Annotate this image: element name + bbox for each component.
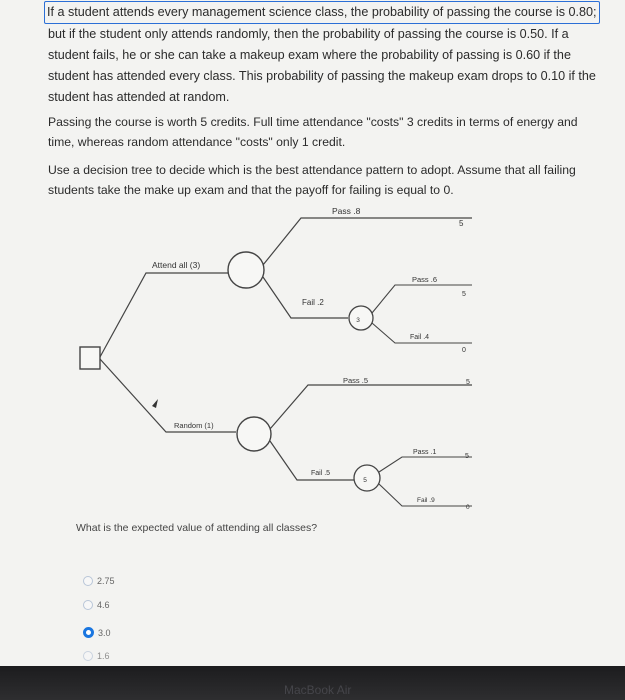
radio-button[interactable] <box>83 576 93 586</box>
label-node-5: 5 <box>363 477 367 484</box>
payoff-4: 5 <box>466 379 470 386</box>
label-pass-top: Pass .8 <box>332 206 361 216</box>
label-makeup-fail-top: Fail .4 <box>410 334 430 341</box>
random-branch <box>100 359 236 432</box>
makeup-node-3 <box>349 306 373 330</box>
answer-option-3[interactable] <box>83 627 111 638</box>
label-makeup-pass-bottom: Pass .1 <box>413 449 437 456</box>
laptop-label: MacBook Air <box>284 683 352 697</box>
arrow-mark-icon <box>152 399 158 408</box>
paragraph-1-line-4: student has attended every class. This probability of passing the makeup exam drops to 0.10 if the <box>48 69 596 83</box>
label-makeup-fail-bottom: Fail .9 <box>417 497 435 504</box>
makeup-pass-branch-top <box>372 285 472 313</box>
paragraph-2-line-1: Passing the course is worth 5 credits. Full time attendance "costs" 3 credits in terms of energy and <box>48 115 578 129</box>
decision-node <box>80 347 100 369</box>
answer-option-label: 1.6 <box>97 651 110 661</box>
radio-button[interactable] <box>83 600 93 610</box>
payoff-5: 5 <box>465 453 469 460</box>
label-fail-mid: Fail .5 <box>311 470 331 477</box>
pass-branch-mid <box>270 385 472 429</box>
answer-option-1[interactable] <box>83 576 115 586</box>
chance-node-attend-all <box>228 252 264 288</box>
paragraph-3-line-2: students take the make up exam and that the payoff for failing is equal to 0. <box>48 183 454 197</box>
payoff-2: 5 <box>462 291 466 298</box>
label-fail-top: Fail .2 <box>302 298 324 307</box>
paragraph-3-line-1: Use a decision tree to decide which is the best attendance pattern to adopt. Assume that all failing <box>48 163 576 177</box>
question-text: What is the expected value of attending all classes? <box>76 522 318 534</box>
attend-all-branch <box>100 273 232 357</box>
payoff-6: 0 <box>466 504 470 511</box>
text-selection-box: If a student attends every management science class, the probability of passing the course is 0.80; <box>44 1 600 24</box>
paragraph-1-line-5: student has attended at random. <box>48 90 230 104</box>
radio-button-selected[interactable] <box>83 627 94 638</box>
answer-option-label: 3.0 <box>98 627 111 638</box>
label-makeup-pass-top: Pass .6 <box>412 275 438 284</box>
chance-node-random <box>237 417 271 451</box>
pass-branch-top <box>263 218 472 265</box>
makeup-pass-branch-bottom <box>379 457 472 472</box>
answer-option-label: 2.75 <box>97 576 115 586</box>
answer-option-2[interactable] <box>83 600 110 610</box>
paragraph-1-line-3: student fails, he or she can take a makeup exam where the probability of passing is 0.60 if the <box>48 48 571 62</box>
paragraph-2-line-2: time, whereas random attendance "costs" only 1 credit. <box>48 135 346 149</box>
label-attend-all: Attend all (3) <box>152 260 201 270</box>
label-pass-mid: Pass .5 <box>343 376 369 385</box>
payoff-3: 0 <box>462 347 466 354</box>
label-node-3: 3 <box>356 317 360 324</box>
label-random: Random (1) <box>174 421 214 430</box>
payoff-1: 5 <box>459 219 464 228</box>
makeup-node-5 <box>354 465 380 491</box>
radio-button[interactable] <box>83 651 93 661</box>
answer-option-4[interactable] <box>83 651 110 661</box>
paragraph-1-line-2: but if the student only attends randomly, then the probability of passing the course is 0.50. If a <box>48 27 569 41</box>
answer-option-label: 4.6 <box>97 600 110 610</box>
